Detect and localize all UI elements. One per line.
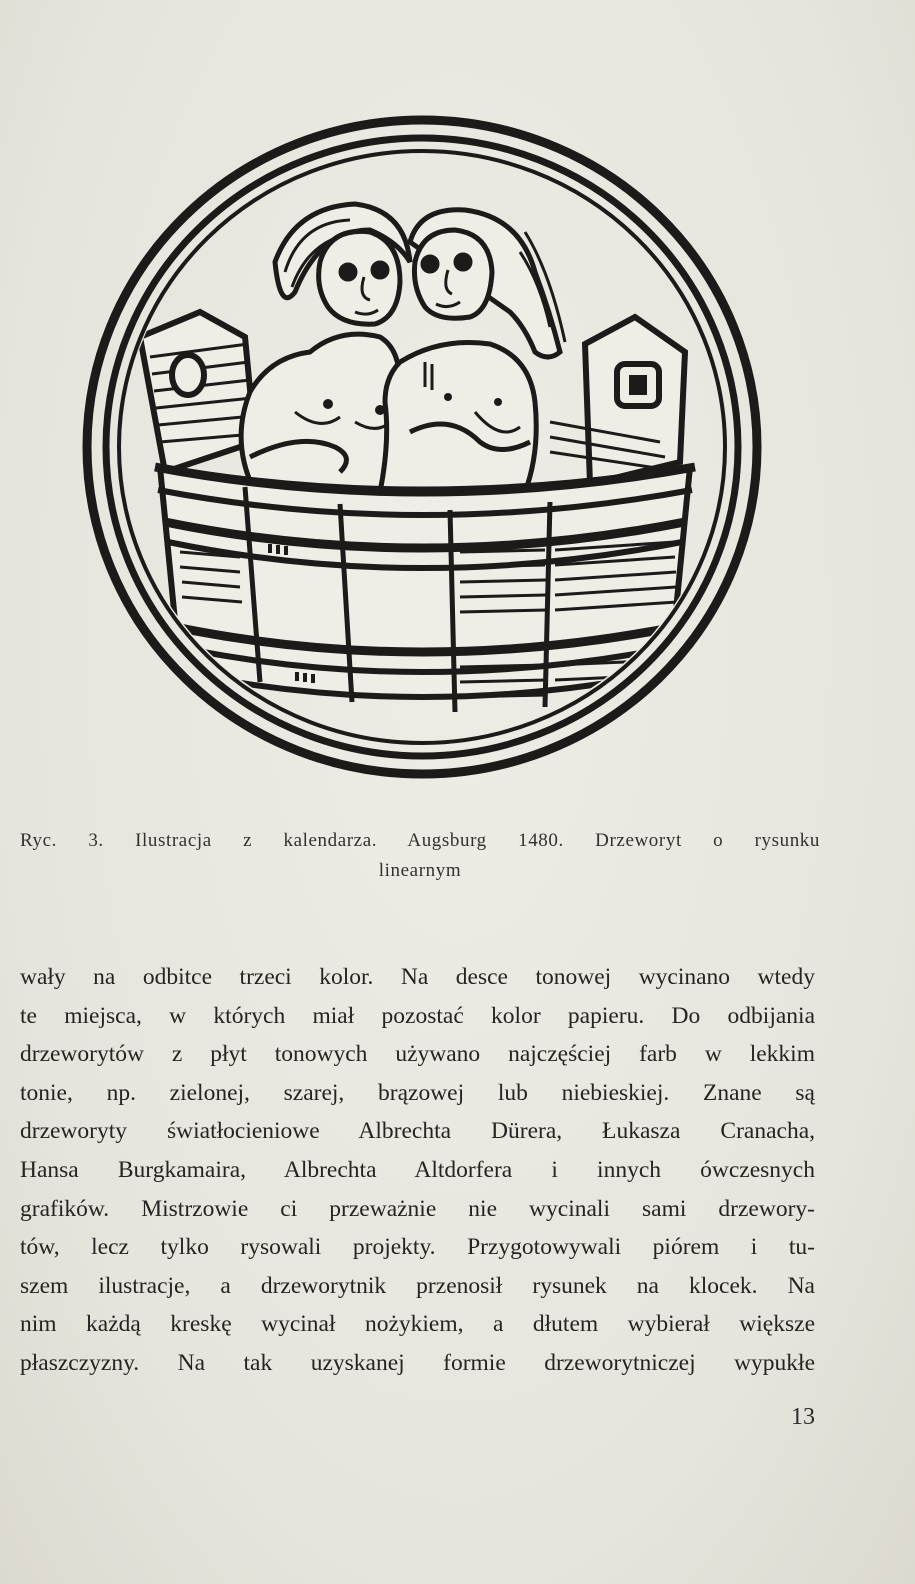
text-line: Hansa Burgkamaira, Albrechta Altdorfera i innych ówczesnych (20, 1156, 815, 1183)
caption-line-1: Ryc. 3. Ilustracja z kalendarza. Augsburg 1480. Drzeworyt o rysunku (20, 830, 820, 851)
figure-caption (20, 826, 820, 886)
page-number: 13 (791, 1404, 815, 1430)
text-line: płaszczyzny. Na tak uzyskanej formie drzeworytniczej wypukłe (20, 1349, 815, 1376)
body-paragraph (20, 958, 815, 1383)
text-line: wały na odbitce trzeci kolor. Na desce tonowej wycinano wtedy (20, 964, 815, 990)
left-tub-board (140, 312, 255, 472)
text-line: tonie, np. zielonej, szarej, brązowej lub niebieskiej. Znane są (20, 1079, 815, 1106)
bathing-figures (241, 204, 565, 492)
right-tub-board (550, 317, 685, 484)
text-line: drzeworytów z płyt tonowych używano najczęściej farb w lekkim (20, 1041, 815, 1068)
text-line: nim każdą kreskę wycinał nożykiem, a dłutem wybierał większe (20, 1311, 815, 1338)
woodcut-illustration (80, 112, 765, 787)
text-line: te miejsca, w których miał pozostać kolor papieru. Do odbijania (20, 1002, 815, 1029)
text-line: szem ilustracje, a drzeworytnik przenosił rysunek na klocek. Na (20, 1272, 815, 1299)
caption-line-2: linearnym (378, 860, 462, 881)
text-line: tów, lecz tylko rysowali projekty. Przygotowywali piórem i tu- (20, 1234, 815, 1261)
text-line: grafików. Mistrzowie ci przeważnie nie wycinali sami drzewory- (20, 1195, 815, 1222)
text-line: drzeworyty światłocieniowe Albrechta Dürera, Łukasza Cranacha, (20, 1118, 815, 1145)
